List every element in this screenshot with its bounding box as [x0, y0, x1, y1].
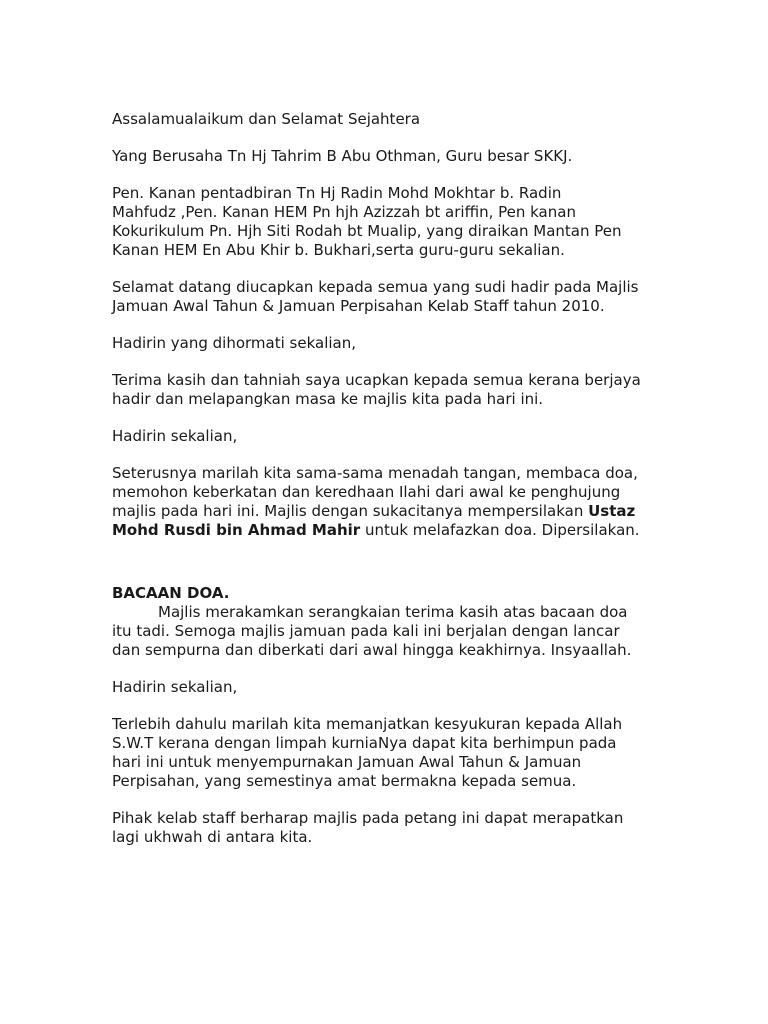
prayer-line: memohon keberkatan dan keredhaan Ilahi dari awal ke penghujung: [112, 483, 621, 501]
gratitude-line: hari ini untuk menyempurnakan Jamuan Awal Tahun & Jamuan: [112, 753, 582, 771]
thanks-paragraph: [112, 371, 652, 409]
gratitude-line: Terlebih dahulu marilah kita memanjatkan kesyukuran kepada Allah: [112, 715, 623, 733]
welcome-line: Selamat datang diucapkan kepada semua yang sudi hadir pada Majlis: [112, 278, 639, 296]
audience-paragraph-2: [112, 678, 652, 697]
doa-heading: BACAAN DOA.: [112, 584, 230, 602]
prayer-paragraph: [112, 464, 652, 540]
thanks-line: Terima kasih dan tahniah saya ucapkan kepada semua kerana berjaya: [112, 371, 641, 389]
prayer-name-bold: Mohd Rusdi bin Ahmad Mahir: [112, 521, 361, 539]
welcome-line: Jamuan Awal Tahun & Jamuan Perpisahan Kelab Staff tahun 2010.: [112, 297, 605, 315]
gratitude-paragraph: [112, 715, 652, 791]
gratitude-line: S.W.T kerana dengan limpah kurniaNya dapat kita berhimpun pada: [112, 734, 617, 752]
thanks-line: hadir dan melapangkan masa ke majlis kita pada hari ini.: [112, 390, 544, 408]
prayer-name-bold: Ustaz: [588, 502, 636, 520]
audience-paragraph-1: [112, 427, 652, 446]
prayer-line: majlis pada hari ini. Majlis dengan sukacitanya mempersilakan: [112, 502, 589, 520]
hope-paragraph: [112, 809, 652, 847]
greeting-text: Assalamualaikum dan Selamat Sejahtera: [112, 110, 421, 128]
speech-document: [112, 110, 652, 865]
greeting-line: [112, 110, 652, 129]
audience-text: Hadirin sekalian,: [112, 678, 238, 696]
admin-line: Pen. Kanan pentadbiran Tn Hj Radin Mohd Mokhtar b. Radin: [112, 184, 562, 202]
welcome-paragraph: [112, 278, 652, 316]
after-doa-paragraph: [112, 603, 652, 660]
hope-line: Pihak kelab staff berharap majlis pada petang ini dapat merapatkan: [112, 809, 624, 827]
after-doa-line: dan sempurna dan diberkati dari awal hingga keakhirnya. Insyaallah.: [112, 641, 632, 659]
audience-text: Hadirin sekalian,: [112, 427, 238, 445]
prayer-line: untuk melafazkan doa. Dipersilakan.: [360, 521, 640, 539]
hope-line: lagi ukhwah di antara kita.: [112, 828, 313, 846]
admin-line: Kanan HEM En Abu Khir b. Bukhari,serta guru-guru sekalian.: [112, 241, 565, 259]
gratitude-line: Perpisahan, yang semestinya amat bermakna kepada semua.: [112, 772, 577, 790]
headmaster-text: Yang Berusaha Tn Hj Tahrim B Abu Othman, Guru besar SKKJ.: [112, 147, 573, 165]
headmaster-paragraph: [112, 147, 652, 166]
respected-text: Hadirin yang dihormati sekalian,: [112, 334, 356, 352]
admin-line: Mahfudz ,Pen. Kanan HEM Pn hjh Azizzah bt ariffin, Pen kanan: [112, 203, 576, 221]
prayer-line: Seterusnya marilah kita sama-sama menadah tangan, membaca doa,: [112, 464, 638, 482]
respected-paragraph: [112, 334, 652, 353]
after-doa-line: itu tadi. Semoga majlis jamuan pada kali ini berjalan dengan lancar: [112, 622, 620, 640]
admin-line: Kokurikulum Pn. Hjh Siti Rodah bt Mualip, yang diraikan Mantan Pen: [112, 222, 622, 240]
after-doa-line: Majlis merakamkan serangkaian terima kasih atas bacaan doa: [158, 603, 628, 621]
admin-paragraph: [112, 184, 652, 260]
section-gap: [112, 558, 652, 584]
